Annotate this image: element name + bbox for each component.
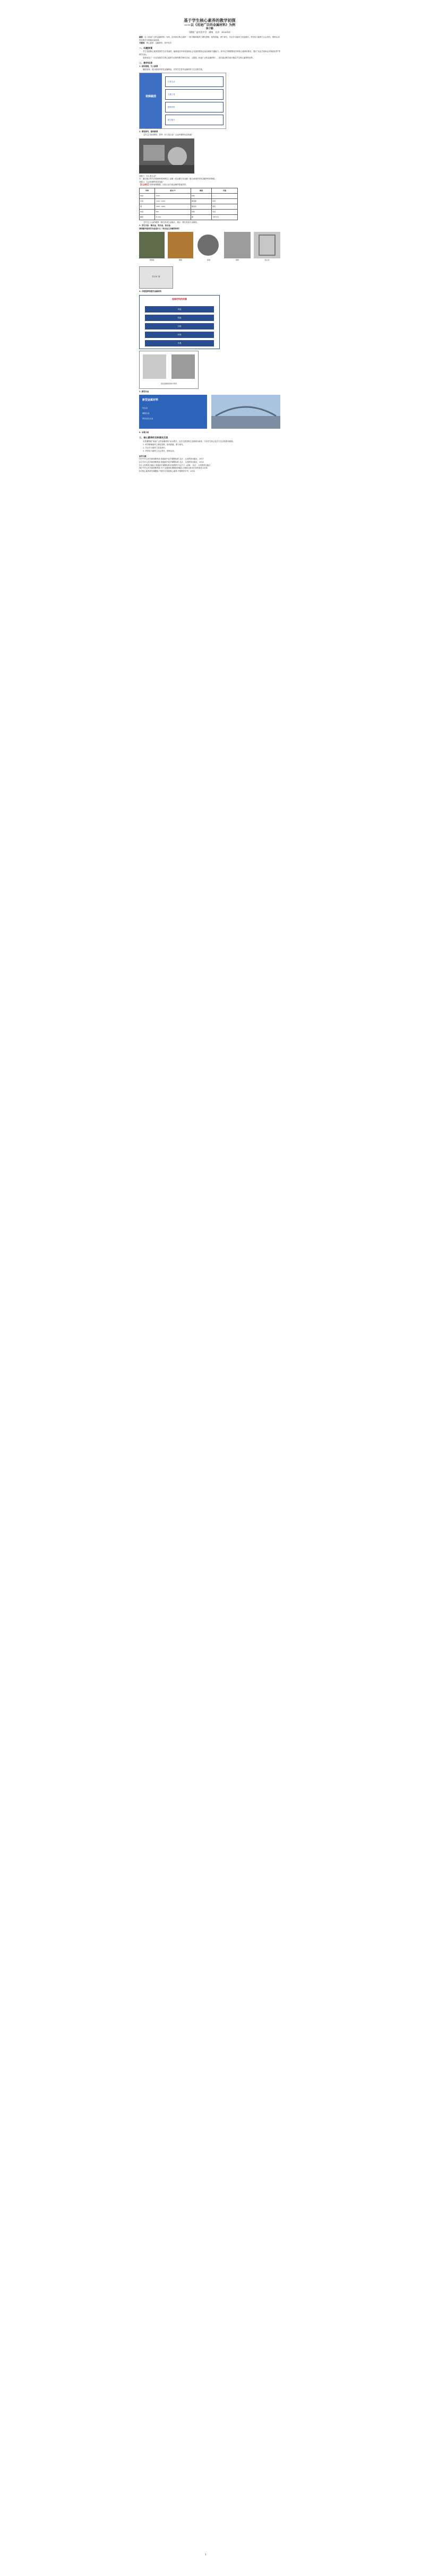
figure-recycling bbox=[139, 351, 199, 389]
reference-item: [1] 中华人民共和国教育部.普通高中化学课程标准.北京：人民教育出版社，2017 bbox=[139, 458, 204, 461]
question: 问题 1：什么是合金？ bbox=[139, 175, 157, 177]
table-row bbox=[140, 214, 238, 220]
reference-item: [5] 核心素养研究课题组.中国学生发展核心素养.中国教育学刊，2016 bbox=[139, 470, 195, 472]
metal-photo-graphic bbox=[139, 138, 194, 174]
figure-aluminum-window bbox=[139, 266, 173, 289]
figure-item: 日常生活 bbox=[165, 76, 224, 87]
table-cell: 硬而韧 bbox=[191, 204, 212, 209]
table-cell: 硬而脆 bbox=[191, 198, 212, 204]
metal-products-graphic bbox=[139, 232, 280, 258]
paragraph: 本堂课围绕“用途广泛的金属材料”设计教学，以学生熟悉的生活情境为载体，引导学生体会化学与生活的密切联系。 bbox=[143, 440, 235, 443]
table-cell: 1100~1200 bbox=[155, 198, 191, 204]
figure-alloy-photo bbox=[139, 138, 194, 174]
paragraph: 【学生】阅读教材，思考：什么是合金？合金有哪些优良性能？ bbox=[143, 133, 193, 136]
figure-item: 用途 bbox=[145, 306, 214, 313]
alloy-properties-table bbox=[139, 188, 238, 220]
paragraph: 笔者参加了一次以发展学生核心素养为目的的教学研讨活动，主题是《用途广泛的金属材料》，旨在通过教学设计落实学生核心素养的培养。 bbox=[143, 57, 255, 59]
step-heading: 4. 合理选择和使用金属材料 bbox=[139, 290, 162, 293]
abstract-label: 摘要： bbox=[139, 36, 145, 38]
section-heading-lesson: 二、教学实录 bbox=[139, 61, 153, 64]
page-number: 1 bbox=[205, 2553, 207, 2556]
table-cell: 钢 bbox=[140, 204, 155, 209]
paragraph: 播放视频，展示校园内常见金属制品，引导学生思考金属材料与生活的关系。 bbox=[143, 68, 204, 71]
figure-title: 新型金属材料 bbox=[142, 398, 159, 402]
table-header: 用途 bbox=[212, 188, 238, 193]
article-column bbox=[139, 18, 280, 473]
step-heading: 6. 本课小结 bbox=[139, 431, 149, 434]
paragraph: 1. 科学精神素养之理性思维，批判质疑，勇于探究。 bbox=[143, 443, 185, 446]
table-cell: 较软 bbox=[191, 209, 212, 214]
table-header-row bbox=[140, 188, 238, 193]
figure-caption: 铁锅 bbox=[207, 259, 210, 262]
keywords-label: 关键词： bbox=[139, 42, 147, 45]
paragraph: 2. 学会学习素养之信息意识。 bbox=[143, 446, 167, 449]
reference-item: [4] 中华人民共和国教育部.关于全面深化课程改革落实立德树人根本任务的意见.2014 bbox=[139, 467, 208, 470]
step-heading: 2. 课堂探究，建构新课 bbox=[139, 131, 158, 133]
section-heading-reflection: 三、核心素养的目标落实反思 bbox=[139, 436, 168, 439]
table-header: 硬度 bbox=[191, 188, 212, 193]
figure-item: 交通工具 bbox=[165, 89, 224, 100]
table-cell: 铸造 bbox=[212, 198, 238, 204]
paper-subtitle: ——以《用途广泛的金属材料》为例 bbox=[184, 23, 235, 27]
table-row bbox=[140, 204, 238, 209]
figure-video-screenshot bbox=[139, 73, 226, 129]
figure-item: 性能 bbox=[145, 315, 214, 321]
table-cell: 较软 bbox=[191, 193, 212, 198]
table-cell: 约 500 bbox=[155, 214, 191, 220]
figure-caption: 钢管 bbox=[235, 259, 239, 262]
reference-item: [2] 中华人民共和国教育部.普通高中化学课程标准.北京：人民教育出版社，2003 bbox=[139, 461, 204, 463]
table-row bbox=[140, 209, 238, 214]
table-cell: 硬 bbox=[191, 214, 212, 220]
figure-material-selection bbox=[139, 295, 220, 349]
section-heading-background: 一、问题背景 bbox=[139, 46, 153, 49]
figure-item: 价格 bbox=[145, 323, 214, 329]
paragraph: 3. 责任担当素养之社会责任，国家认同。 bbox=[143, 450, 176, 453]
keywords-text: 核心素养；金属材料；高中化学 bbox=[146, 42, 172, 45]
author-affiliation: （湖南广益实验中学 湖南 长沙 410014） bbox=[187, 31, 232, 33]
figure-item: 环保 bbox=[145, 332, 214, 338]
table-row bbox=[140, 193, 238, 198]
table-cell: 1300~1400 bbox=[155, 204, 191, 209]
abstract-text: 以《用途广泛的金属材料》为例，初步探讨核心素养一一科学精神素养之理性思维、批判质疑，勇于探究，学会学习素养之信息意识，责任担当素养之社会责任，国家认同等在教学中的落实和培养。 bbox=[139, 36, 280, 41]
figure-banner bbox=[140, 73, 162, 128]
new-alloy-banner bbox=[139, 395, 207, 429]
figure-item: 钛合金 bbox=[142, 407, 148, 410]
table-header: 熔点/℃ bbox=[155, 188, 191, 193]
figure-caption: 废旧金属的回收与利用 bbox=[160, 382, 177, 385]
table-cell: 飞机外壳 bbox=[212, 214, 238, 220]
table-cell: 660 bbox=[155, 209, 191, 214]
figure-caption: 铝合金门窗 bbox=[152, 275, 160, 278]
table-cell: 硬铝 bbox=[140, 214, 155, 220]
keywords bbox=[139, 42, 280, 45]
figure-metal-products bbox=[139, 232, 280, 265]
figure-item: 储氢合金 bbox=[142, 412, 150, 415]
step-heading: 3. 学生讨论：铜合金、铁合金、铝合金 bbox=[139, 224, 170, 227]
paper-title: 基于学生核心素养的教学初探 bbox=[184, 18, 236, 23]
table-cell: 纯铁 bbox=[140, 193, 155, 198]
bold-question: 我国最早使用的合金是什么？铁合金又有哪些种类？ bbox=[139, 227, 181, 230]
figure-title: 选择材料的依据 bbox=[172, 297, 187, 300]
question: 问题 2：合金有哪些优良性能？ bbox=[139, 180, 165, 183]
figure-caption: 铜镜 bbox=[178, 259, 182, 262]
step-heading: 5. 新型合金 bbox=[139, 390, 149, 393]
figure-item: 外观 bbox=[145, 340, 214, 346]
stadium-photo bbox=[211, 395, 280, 429]
author-name: 陈子勤 bbox=[206, 28, 213, 30]
task-label: 【自主探究】 bbox=[139, 184, 150, 186]
figure-caption: 铝合金 bbox=[264, 259, 270, 262]
task bbox=[139, 184, 280, 187]
answer: 答：通过熔合等方法把两种或两种以上金属（或金属与非金属）熔合而成的具有金属特性的物质。 bbox=[139, 178, 217, 180]
recycling-graphic bbox=[140, 351, 198, 382]
figure-item: 形状记忆合金 bbox=[142, 418, 153, 420]
figure-caption: 青铜鼎 bbox=[149, 259, 154, 262]
figure-item: 航空航天 bbox=[165, 115, 224, 125]
table-header: 材料 bbox=[140, 188, 155, 193]
reference-item: [3] 人民教育出版社.普通高中课程标准实验教科书 化学 1（必修）.北京：人民教育出版社 bbox=[139, 464, 211, 466]
table-cell: 导线 bbox=[212, 209, 238, 214]
table-cell: 纯铝 bbox=[140, 209, 155, 214]
paragraph: 【学生】合金的硬度一般比其成分金属大，熔点一般比其成分金属低。 bbox=[143, 221, 199, 223]
paragraph: 学生发展核心素养是指学生应具备的，能够适应终身发展和社会发展需要的必备品格和关键能力。高中化学课程围绕学科核心素养的要求，提出“从化学视角认识物质世界”等教学目标。 bbox=[139, 50, 280, 56]
table-row bbox=[140, 198, 238, 204]
figure-item: 建筑材料 bbox=[165, 102, 224, 112]
table-cell: 1535 bbox=[155, 193, 191, 198]
figure-label: 视频截图 bbox=[145, 95, 156, 99]
table-cell: —— bbox=[212, 193, 238, 198]
references-heading: 参考文献： bbox=[139, 455, 148, 457]
table-cell: 生铁 bbox=[140, 198, 155, 204]
figure-new-alloys bbox=[139, 395, 280, 430]
step-heading: 1. 创设情境，引入新课 bbox=[139, 65, 158, 68]
table-cell: 建筑 bbox=[212, 204, 238, 209]
task-text: 阅读表格数据，比较合金与纯金属的性能差异。 bbox=[150, 184, 188, 186]
